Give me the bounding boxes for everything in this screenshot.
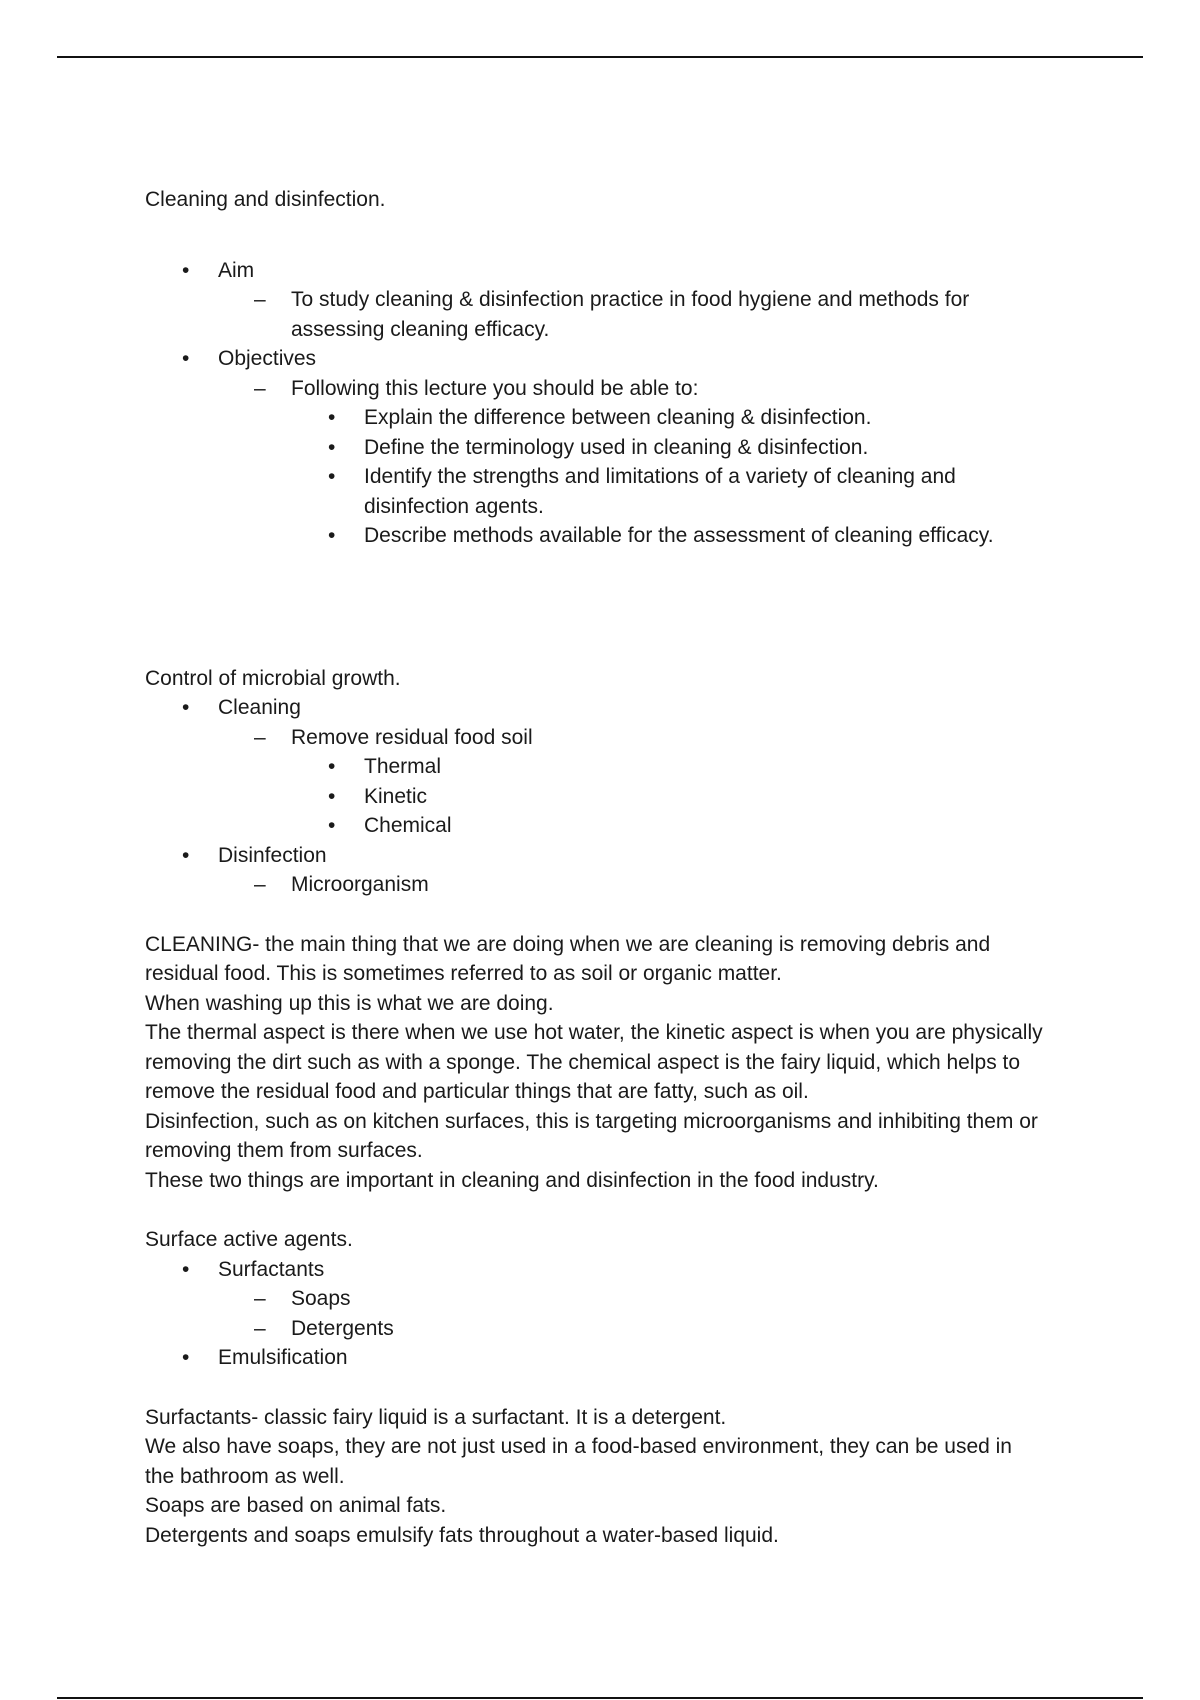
objective-text: Identify the strengths and limitations of a variety of cleaning and disinfection agents.	[364, 465, 956, 518]
bullet-icon: •	[182, 843, 190, 867]
cleaning-label: Cleaning	[218, 696, 301, 719]
paragraph: Soaps are based on animal fats.	[145, 1494, 447, 1517]
bullet-icon: •	[182, 696, 190, 719]
bullet-icon: •	[328, 814, 336, 837]
section-title-cleaning-disinfection: Cleaning and disinfection.	[145, 188, 386, 211]
cleaning-sub: Remove residual food soil	[291, 725, 533, 749]
bullet-icon: •	[182, 1257, 190, 1281]
surfactant-type-text: Soaps	[291, 1287, 351, 1310]
objective-item	[291, 462, 1045, 521]
dash-icon: –	[254, 725, 266, 749]
dash-icon: –	[254, 288, 266, 311]
list-item-objectives	[145, 344, 1045, 551]
dash-icon: –	[254, 873, 266, 896]
disinfection-sub: Microorganism	[291, 873, 429, 896]
microbial-control-list	[145, 693, 1045, 900]
list-item-disinfection-sub	[218, 870, 1045, 900]
cleaning-type-item	[291, 782, 1045, 812]
objective-item	[291, 433, 1045, 463]
objective-text: Explain the difference between cleaning & disinfection.	[364, 406, 872, 429]
surfactant-type-item	[218, 1314, 1045, 1344]
dash-icon: –	[254, 1287, 266, 1310]
objective-text: Describe methods available for the assessment of cleaning efficacy.	[364, 524, 994, 547]
paragraph: These two things are important in cleaning and disinfection in the food industry.	[145, 1168, 879, 1192]
list-item-disinfection	[145, 841, 1045, 900]
header-rule	[57, 56, 1143, 58]
document-body	[145, 185, 1045, 1550]
bullet-icon: •	[328, 784, 336, 808]
paragraph: We also have soaps, they are not just used in a food-based environment, they can be used in the bathroom as well.	[145, 1435, 1012, 1488]
bullet-icon: •	[182, 258, 190, 282]
list-item-objectives-intro	[218, 374, 1045, 551]
surfactants-label: Surfactants	[218, 1257, 325, 1281]
list-item-cleaning-sub	[218, 723, 1045, 841]
surfactant-type-text: Detergents	[291, 1316, 394, 1340]
paragraph: Detergents and soaps emulsify fats throughout a water-based liquid.	[145, 1523, 779, 1547]
list-item-aim	[145, 256, 1045, 345]
cleaning-type-text: Chemical	[364, 814, 452, 837]
bullet-icon: •	[182, 1346, 190, 1369]
emulsification-label: Emulsification	[218, 1346, 348, 1369]
objective-item	[291, 403, 1045, 433]
paragraph: Surfactants- classic fairy liquid is a surfactant. It is a detergent.	[145, 1405, 727, 1429]
bullet-icon: •	[328, 406, 336, 429]
section-title-surface-active-agents: Surface active agents.	[145, 1228, 353, 1251]
bullet-icon: •	[182, 347, 190, 370]
cleaning-type-item	[291, 811, 1045, 841]
cleaning-type-text: Kinetic	[364, 784, 428, 808]
section-title-microbial-growth: Control of microbial growth.	[145, 666, 401, 690]
objectives-label: Objectives	[218, 347, 317, 370]
surfactant-type-item	[218, 1284, 1045, 1314]
dash-icon: –	[254, 1316, 266, 1340]
aim-objectives-list	[145, 256, 1045, 551]
disinfection-label: Disinfection	[218, 843, 327, 867]
cleaning-type-item	[291, 752, 1045, 782]
surface-agents-list	[145, 1255, 1045, 1373]
paragraph: The thermal aspect is there when we use hot water, the kinetic aspect is when you are physically removing the dirt such as with a sponge. The chemical aspect is the fairy liquid, which helps to remove the residual food and particular things that are fatty, such as oil.	[145, 1021, 1043, 1103]
dash-icon: –	[254, 376, 266, 400]
objective-text: Define the terminology used in cleaning & disinfection.	[364, 435, 869, 459]
paragraph: When washing up this is what we are doing.	[145, 991, 554, 1015]
paragraph: Disinfection, such as on kitchen surfaces, this is targeting microorganisms and inhibiting them or removing them from surfaces.	[145, 1109, 1038, 1162]
list-item-aim-text	[218, 285, 1045, 344]
cleaning-type-text: Thermal	[364, 755, 442, 778]
bullet-icon: •	[328, 524, 336, 547]
objectives-intro: Following this lecture you should be able to:	[291, 376, 699, 400]
aim-label: Aim	[218, 258, 255, 282]
footer-rule	[57, 1697, 1143, 1699]
list-item-surfactants	[145, 1255, 1045, 1344]
aim-text: To study cleaning & disinfection practice in food hygiene and methods for assessing cleaning efficacy.	[291, 288, 970, 341]
list-item-cleaning	[145, 693, 1045, 841]
paragraph: CLEANING- the main thing that we are doing when we are cleaning is removing debris and residual food. This is sometimes referred to as soil or organic matter.	[145, 932, 991, 985]
bullet-icon: •	[328, 465, 336, 488]
list-item-emulsification	[145, 1343, 1045, 1373]
bullet-icon: •	[328, 435, 336, 459]
bullet-icon: •	[328, 755, 336, 778]
objective-item	[291, 521, 1045, 551]
